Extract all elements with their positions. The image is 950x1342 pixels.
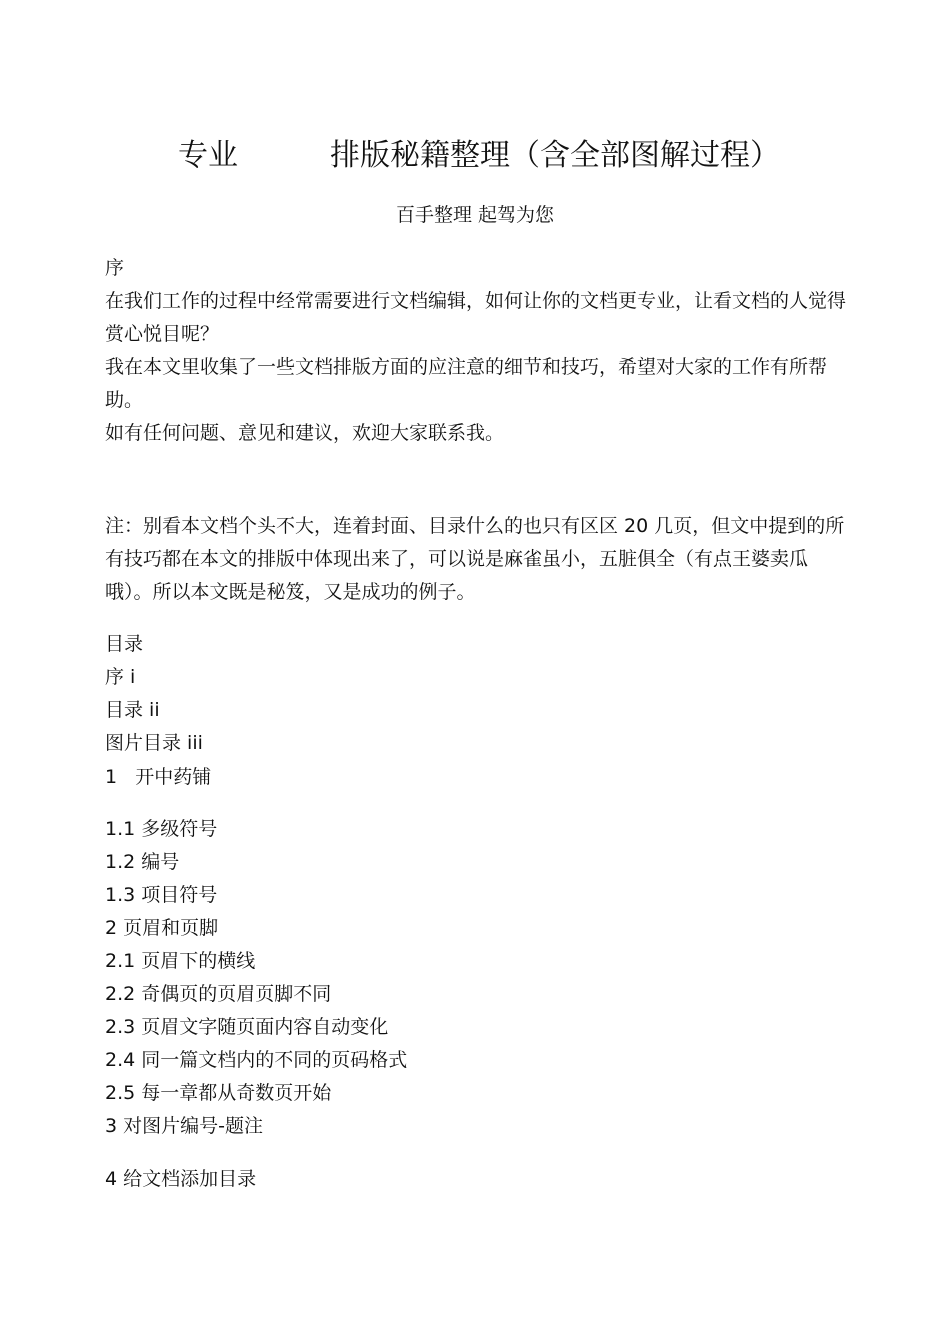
toc-item[interactable]: 图片目录 iii [105,732,203,754]
toc-item[interactable]: 目录 ii [105,699,160,721]
document-title-right: 排版秘籍整理（含全部图解过程） [330,138,780,173]
preface-heading: 序 [105,257,125,279]
toc-item[interactable]: 序 i [105,666,136,688]
toc-item[interactable]: 2.4 同一篇文档内的不同的页码格式 [105,1049,408,1071]
toc-item[interactable]: 4 给文档添加目录 [105,1168,257,1190]
toc-item[interactable]: 2 页眉和页脚 [105,917,219,939]
preface-paragraph: 如有任何问题、意见和建议，欢迎大家联系我。 [105,422,505,444]
preface-paragraph: 在我们工作的过程中经常需要进行文档编辑，如何让你的文档更专业，让看文档的人觉得赏心悦目呢？ [105,290,847,345]
document-subtitle: 百手整理 起驾为您 [395,204,555,226]
toc-item[interactable]: 2.5 每一章都从奇数页开始 [105,1082,332,1104]
note-paragraph: 注：别看本文档个头不大，连着封面、目录什么的也只有区区 20 几页，但文中提到的所有技巧都在本文的排版中体现出来了，可以说是麻雀虽小，五脏俱全（有点王婆卖瓜哦）。所以本文既是秘笈，又是成功的例子。 [105,515,845,603]
document-title [0,132,950,180]
toc-item[interactable]: 2.2 奇偶页的页眉页脚不同 [105,983,332,1005]
toc-item[interactable]: 2.1 页眉下的横线 [105,950,256,972]
toc-heading: 目录 [105,633,144,655]
toc-item[interactable]: 3 对图片编号-题注 [105,1115,263,1137]
note-section [105,510,850,609]
toc-item[interactable]: 1 开中药铺 [105,766,212,788]
document-title-left: 专业 [178,138,238,173]
preface-section [105,252,850,450]
toc-item[interactable]: 1.2 编号 [105,851,180,873]
preface-paragraph: 我在本文里收集了一些文档排版方面的应注意的细节和技巧，希望对大家的工作有所帮助。 [105,356,828,411]
toc-item[interactable]: 1.1 多级符号 [105,818,218,840]
toc-item[interactable]: 1.3 项目符号 [105,884,218,906]
toc-item[interactable]: 2.3 页眉文字随页面内容自动变化 [105,1016,389,1038]
